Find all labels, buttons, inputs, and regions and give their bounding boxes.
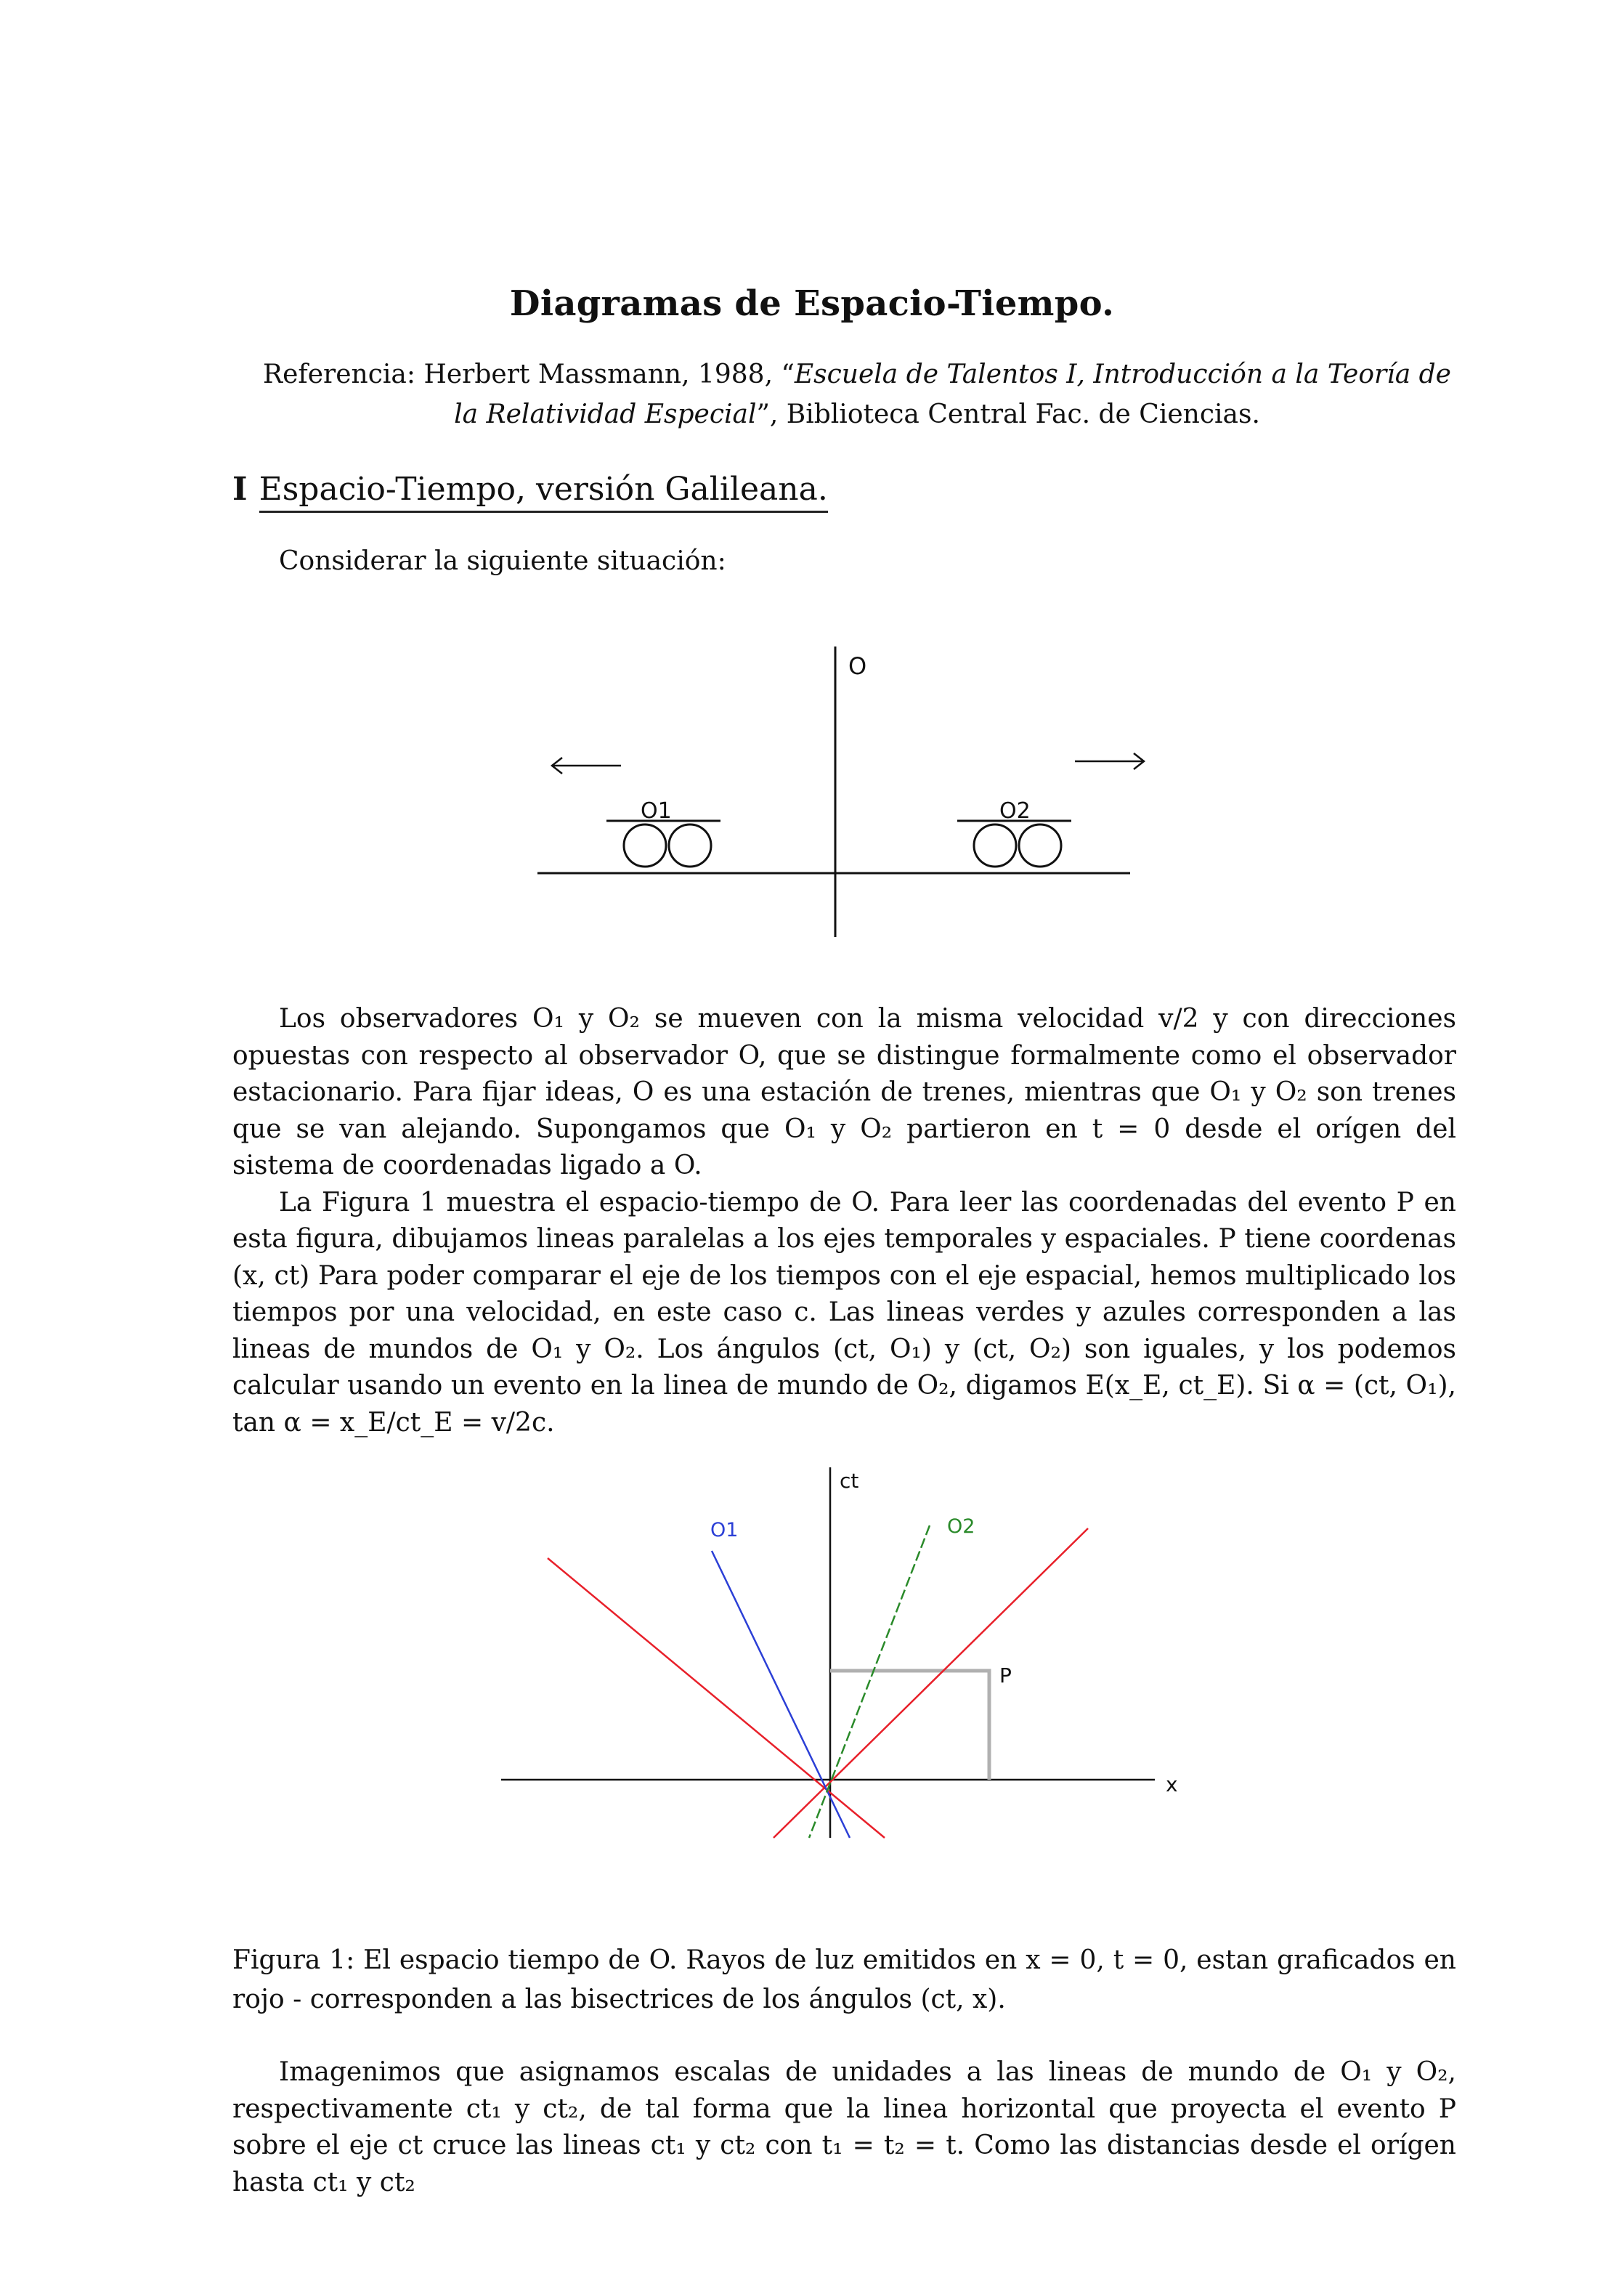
reference-suffix: ”, Biblioteca Central Fac. de Ciencias. (756, 400, 1260, 429)
train-o1 (606, 798, 720, 867)
body-paragraphs (232, 1001, 1456, 1441)
reference-prefix: Referencia: Herbert Massmann, 1988, “ (263, 360, 795, 389)
train-o2-label: O2 (999, 798, 1031, 824)
worldline-o2 (809, 1525, 930, 1838)
worldline-o1-label: O1 (710, 1519, 739, 1541)
ct-axis-label: ct (840, 1469, 859, 1493)
document-title: Diagramas de Espacio-Tiempo. (509, 283, 1115, 324)
x-axis-label: x (1166, 1772, 1178, 1796)
p-projection-lines (830, 1671, 989, 1780)
reference-book-title: Escuela de Talentos I, Introducción a la Teoría de la Relatividad Especial (454, 360, 1451, 429)
reference (247, 354, 1467, 434)
train-o2 (957, 798, 1071, 867)
section-number: I (232, 471, 248, 508)
paragraph-scales: Imagenimos que asignamos escalas de unidades a las lineas de mundo de O₁ y O₂, respectivamente ct₁ y ct₂, de tal forma que la linea horizontal que proyecta el evento P sobre el eje ct cruce las lineas ct₁ y ct₂ con t₁ = t₂ = t. Como las distancias desde el orígen hasta ct₁ y ct₂ (232, 2057, 1456, 2197)
section-heading (232, 471, 828, 508)
sketch-observer-label: O (848, 652, 867, 680)
left-arrow (552, 758, 621, 774)
train-o1-label: O1 (641, 798, 672, 824)
light-ray-right (774, 1528, 1088, 1838)
event-p-label: P (999, 1663, 1012, 1687)
trains-sketch (523, 639, 1148, 944)
intro-sentence: Considerar la siguiente situación: (279, 546, 726, 576)
spacetime-diagram (501, 1467, 1198, 1874)
body-paragraph-continued (232, 2054, 1456, 2201)
train-o1-wheel (669, 824, 711, 867)
train-o1-wheel (624, 824, 666, 867)
train-o2-wheel (974, 824, 1016, 867)
figure-caption: Figura 1: El espacio tiempo de O. Rayos de luz emitidos en x = 0, t = 0, estan graficados en rojo - corresponden a las bisectrices de los ángulos (ct, x). (232, 1945, 1456, 2014)
section-title: Espacio-Tiempo, versión Galileana. (259, 471, 828, 513)
light-ray-left (548, 1558, 885, 1838)
paragraph-figure-explanation: La Figura 1 muestra el espacio-tiempo de O. Para leer las coordenadas del evento P en esta figura, dibujamos lineas paralelas a los ejes temporales y espaciales. P tiene coordenas (x, ct) Para poder comparar el eje de los tiempos con el eje espacial, hemos multiplicado los tiempos por una velocidad, en este caso c. Las lineas verdes y azules corresponden a las lineas de mundos de O₁ y O₂. Los ángulos (ct, O₁) y (ct, O₂) son iguales, y los podemos calcular usando un evento en la linea de mundo de O₂, digamos E(x_E, ct_E). Si α = (ct, O₁), tan α = x_E/ct_E = v/2c. (232, 1187, 1456, 1438)
worldline-o1 (712, 1551, 850, 1838)
paragraph-observers: Los observadores O₁ y O₂ se mueven con la misma velocidad v/2 y con direcciones opuestas con respecto al observador O, que se distingue formalmente como el observador estacionario. Para fijar ideas, O es una estación de trenes, mientras que O₁ y O₂ son trenes que se van alejando. Supongamos que O₁ y O₂ partieron en t = 0 desde el orígen del sistema de coordenadas ligado a O. (232, 1004, 1456, 1180)
train-o2-wheel (1019, 824, 1061, 867)
worldline-o2-label: O2 (947, 1515, 975, 1538)
right-arrow (1075, 753, 1144, 769)
